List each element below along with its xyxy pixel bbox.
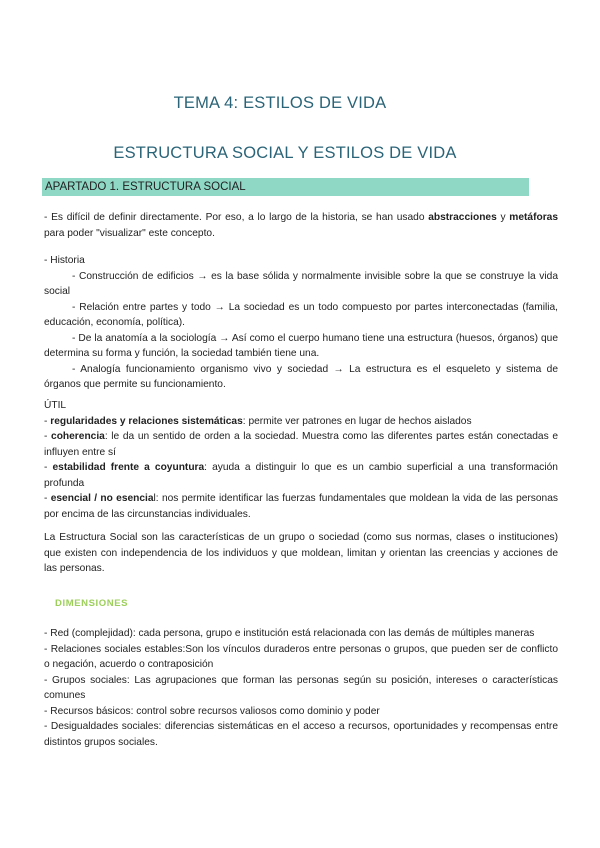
util-heading: ÚTIL <box>44 400 67 411</box>
dimension-item: - Red (complejidad): cada persona, grupo e institución está relacionada con las demás de múltiples maneras <box>44 628 535 639</box>
definition-paragraph <box>44 530 558 577</box>
util-item: - regularidades y relaciones sistemáticas: permite ver patrones en lugar de hechos aislados <box>44 415 472 427</box>
util-item: - esencial / no esencial: nos permite identificar las fuerzas fundamentales que moldean la vida de las personas por encima de las circunstancias individuales. <box>44 493 558 520</box>
historia-item: - Analogía funcionamiento organismo vivo y sociedad → La estructura es el esqueleto y sistema de órganos que permite su funcionamiento. <box>44 363 558 390</box>
dimensiones-section <box>44 626 558 750</box>
page-title: TEMA 4: ESTILOS DE VIDA <box>173 94 387 112</box>
dimension-item: - Recursos básicos: control sobre recursos valiosos como dominio y poder <box>44 705 380 717</box>
intro-text-2: y <box>496 212 510 223</box>
dimension-item: - Grupos sociales: Las agrupaciones que forman las personas según su posición, intereses o características comunes <box>44 674 558 701</box>
page-subtitle: ESTRUCTURA SOCIAL Y ESTILOS DE VIDA <box>113 144 457 162</box>
intro-paragraph <box>44 210 558 241</box>
util-section <box>44 398 558 522</box>
dimensiones-heading: DIMENSIONES <box>55 598 129 609</box>
section-heading-bar: APARTADO 1. ESTRUCTURA SOCIAL <box>42 178 529 196</box>
historia-item: - De la anatomía a la sociología → Así como el cuerpo humano tiene una estructura (huesos, órganos) que determina su forma y función, la sociedad también tiene una. <box>44 332 558 359</box>
intro-text-1: - Es difícil de definir directamente. Por eso, a lo largo de la historia, se han usado <box>44 212 429 223</box>
historia-item: - Construcción de edificios → es la base sólida y normalmente invisible sobre la que se construye la vida social <box>44 270 558 297</box>
historia-item: - Relación entre partes y todo → La sociedad es un todo compuesto por partes interconectadas (familia, educación, economía, política). <box>44 301 558 328</box>
dimension-item: - Desigualdades sociales: diferencias sistemáticas en el acceso a recursos, oportunidades y recompensas entre distintos grupos sociales. <box>44 721 558 748</box>
intro-bold-metaforas: metáforas <box>509 212 558 223</box>
util-item: - estabilidad frente a coyuntura: ayuda a distinguir lo que es un cambio superficial a una transformación profunda <box>44 462 558 489</box>
intro-bold-abstracciones: abstracciones <box>428 212 497 223</box>
historia-section <box>44 253 558 393</box>
historia-heading: - Historia <box>44 255 85 266</box>
definition-text: La Estructura Social son las características de un grupo o sociedad (como sus normas, clases o instituciones) que existen con independencia de los individuos y que moldean, limitan y orientan las creencias y acciones de las personas. <box>44 532 558 574</box>
intro-text-3: para poder "visualizar" este concepto. <box>44 227 215 239</box>
util-item: - coherencia: le da un sentido de orden a la sociedad. Muestra como las diferentes partes están conectadas e influyen entre sí <box>44 431 558 458</box>
dimension-item: - Relaciones sociales estables:Son los vínculos duraderos entre personas o grupos, que pueden ser de conflicto o negación, acuerdo o contraposición <box>44 643 558 670</box>
